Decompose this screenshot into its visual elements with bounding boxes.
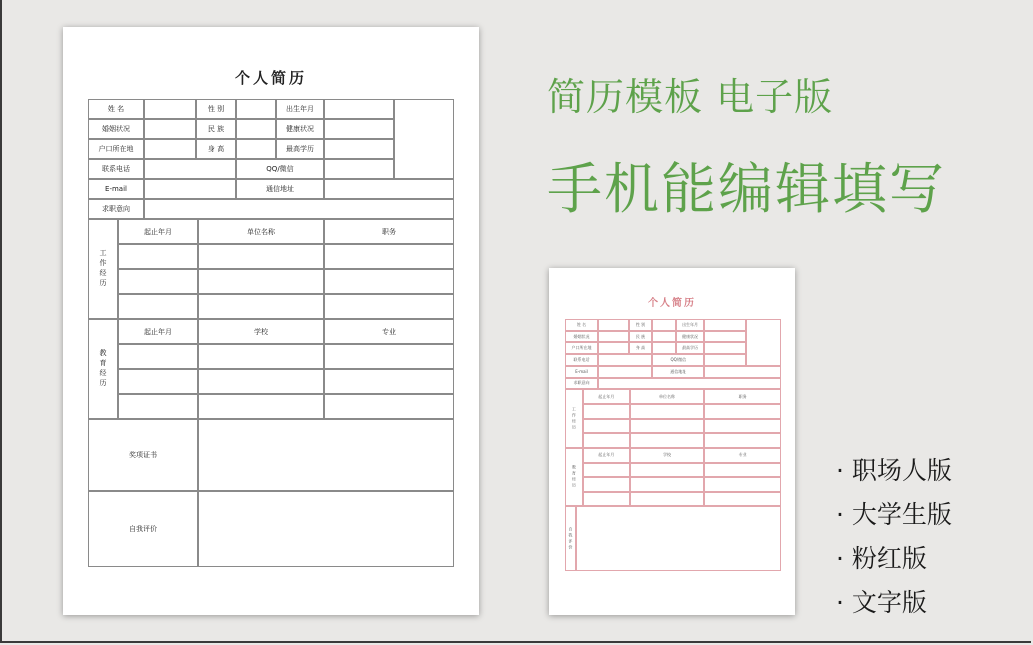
field-value-cell — [704, 319, 745, 331]
field-value-cell — [598, 366, 652, 378]
field-label: 姓 名 — [565, 319, 598, 331]
work-section-label: 工作经历 — [565, 389, 583, 448]
table-cell — [198, 369, 324, 394]
version-item: · 粉红版 — [836, 544, 927, 573]
field-label: 出生年月 — [676, 319, 704, 331]
field-value-cell — [324, 99, 394, 119]
resume-title: 个人简历 — [234, 69, 307, 87]
column-header: 学校 — [630, 448, 704, 463]
table-cell — [583, 477, 630, 492]
field-value-cell — [144, 199, 454, 219]
field-value-cell — [598, 342, 629, 354]
field-label: 姓 名 — [88, 99, 144, 119]
table-cell — [583, 463, 630, 478]
field-label: 求职意向 — [88, 199, 144, 219]
table-cell — [118, 294, 198, 319]
table-cell — [583, 404, 630, 419]
table-cell — [583, 419, 630, 434]
headline-editable: 手机能编辑填写 — [547, 157, 947, 221]
field-value-cell — [598, 319, 629, 331]
table-cell — [630, 433, 704, 448]
table-cell — [118, 344, 198, 369]
field-label: 性 别 — [196, 99, 236, 119]
field-label: E-mail — [88, 179, 144, 199]
field-value-cell — [144, 159, 236, 179]
table-cell — [324, 244, 454, 269]
field-label: 联系电话 — [565, 354, 598, 366]
headline-template-type: 简历模板 电子版 — [547, 75, 834, 119]
table-cell — [198, 294, 324, 319]
version-item: · 职场人版 — [836, 456, 952, 485]
field-label: 户口所在地 — [88, 139, 144, 159]
self-evaluation-label: 自我评价 — [565, 506, 576, 570]
table-cell — [198, 344, 324, 369]
column-header: 单位名称 — [630, 389, 704, 404]
column-header: 专业 — [324, 319, 454, 344]
field-label: 性 别 — [629, 319, 653, 331]
field-label: 健康状况 — [276, 119, 324, 139]
table-cell — [324, 394, 454, 419]
self-evaluation-label: 自我评价 — [88, 491, 198, 567]
field-value-cell — [324, 119, 394, 139]
awards-label: 奖项证书 — [88, 419, 198, 491]
table-cell — [630, 463, 704, 478]
self-evaluation-cell — [576, 506, 781, 570]
field-value-cell — [598, 378, 781, 390]
table-cell — [198, 394, 324, 419]
table-cell — [704, 463, 781, 478]
field-value-cell — [704, 342, 745, 354]
field-value-cell — [704, 366, 781, 378]
field-label: 最高学历 — [276, 139, 324, 159]
field-value-cell — [704, 354, 745, 366]
awards-cell — [198, 419, 454, 491]
field-value-cell — [598, 354, 652, 366]
field-label: QQ/微信 — [236, 159, 324, 179]
pink-resume-template-page — [549, 268, 795, 615]
table-cell — [704, 492, 781, 507]
table-cell — [324, 269, 454, 294]
column-header: 起止年月 — [118, 219, 198, 244]
table-cell — [198, 269, 324, 294]
field-value-cell — [144, 119, 196, 139]
field-value-cell — [652, 319, 676, 331]
table-cell — [118, 369, 198, 394]
field-label: 身 高 — [629, 342, 653, 354]
field-label: 通信地址 — [236, 179, 324, 199]
table-cell — [583, 433, 630, 448]
field-value-cell — [236, 139, 276, 159]
column-header: 学校 — [198, 319, 324, 344]
field-value-cell — [144, 139, 196, 159]
table-cell — [630, 477, 704, 492]
version-item: · 文字版 — [836, 588, 927, 617]
pink-resume-title: 个人简历 — [648, 298, 696, 309]
table-cell — [583, 492, 630, 507]
field-value-cell — [324, 159, 394, 179]
field-label: 健康状况 — [676, 331, 704, 343]
field-label: 通信地址 — [652, 366, 704, 378]
work-section-label: 工作经历 — [88, 219, 118, 319]
table-cell — [630, 419, 704, 434]
table-cell — [324, 369, 454, 394]
photo-cell — [394, 99, 454, 179]
field-value-cell — [236, 119, 276, 139]
table-cell — [324, 344, 454, 369]
edu-section-label: 教育经历 — [565, 448, 583, 507]
version-item: · 大学生版 — [836, 500, 952, 529]
column-header: 起止年月 — [583, 389, 630, 404]
field-label: 民 族 — [196, 119, 236, 139]
table-cell — [198, 244, 324, 269]
table-cell — [324, 294, 454, 319]
column-header: 起止年月 — [118, 319, 198, 344]
field-label: 出生年月 — [276, 99, 324, 119]
field-label: 婚姻状况 — [565, 331, 598, 343]
table-cell — [704, 419, 781, 434]
table-cell — [630, 492, 704, 507]
field-value-cell — [144, 99, 196, 119]
field-label: 最高学历 — [676, 342, 704, 354]
field-label: 婚姻状况 — [88, 119, 144, 139]
field-value-cell — [236, 99, 276, 119]
field-label: E-mail — [565, 366, 598, 378]
field-label: 身 高 — [196, 139, 236, 159]
field-label: 联系电话 — [88, 159, 144, 179]
table-cell — [704, 433, 781, 448]
self-evaluation-cell — [198, 491, 454, 567]
table-cell — [118, 244, 198, 269]
table-cell — [704, 404, 781, 419]
field-value-cell — [144, 179, 236, 199]
column-header: 职务 — [704, 389, 781, 404]
field-value-cell — [324, 179, 454, 199]
table-cell — [118, 269, 198, 294]
table-cell — [704, 477, 781, 492]
field-value-cell — [704, 331, 745, 343]
column-header: 专业 — [704, 448, 781, 463]
table-cell — [118, 394, 198, 419]
edu-section-label: 教育经历 — [88, 319, 118, 419]
column-header: 单位名称 — [198, 219, 324, 244]
field-value-cell — [598, 331, 629, 343]
field-value-cell — [324, 139, 394, 159]
column-header: 职务 — [324, 219, 454, 244]
resume-template-page — [63, 27, 479, 615]
field-label: QQ/微信 — [652, 354, 704, 366]
field-label: 户口所在地 — [565, 342, 598, 354]
version-list — [836, 455, 952, 631]
field-label: 求职意向 — [565, 378, 598, 390]
field-value-cell — [652, 331, 676, 343]
column-header: 起止年月 — [583, 448, 630, 463]
field-value-cell — [652, 342, 676, 354]
field-label: 民 族 — [629, 331, 653, 343]
photo-cell — [746, 319, 781, 366]
table-cell — [630, 404, 704, 419]
